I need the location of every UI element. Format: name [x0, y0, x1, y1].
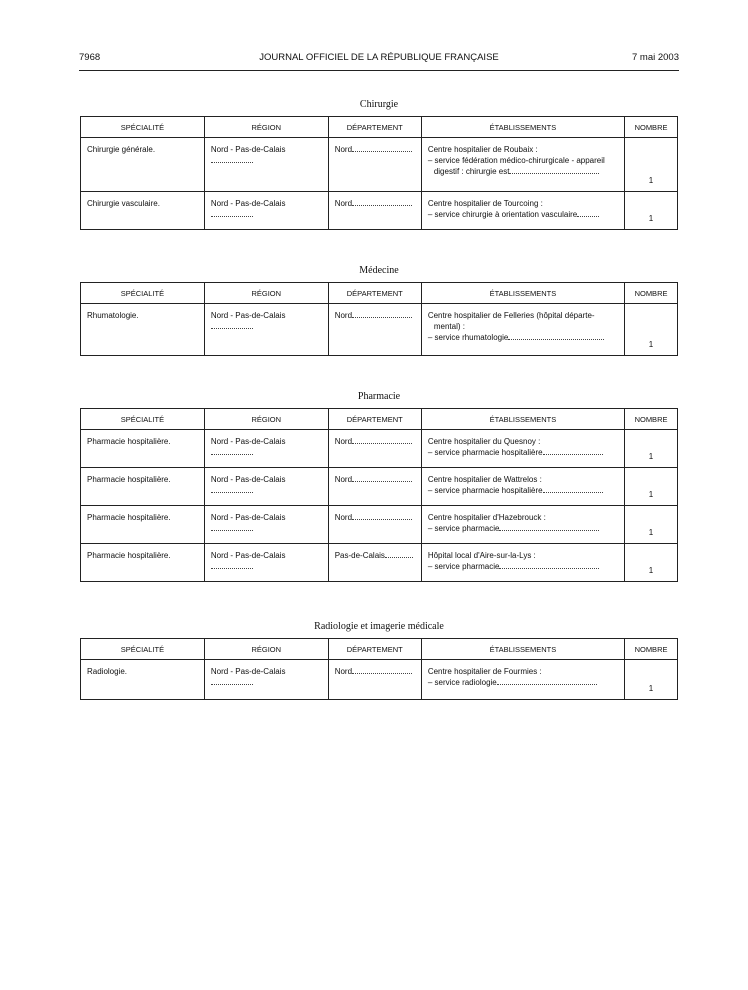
leader-dots	[352, 198, 412, 206]
cell-nombre: 1	[625, 430, 678, 468]
region-text: Nord - Pas-de-Calais	[210, 551, 286, 560]
leader-dots	[211, 321, 253, 329]
leader-dots	[543, 485, 603, 493]
cell-specialite: Pharmacie hospitalière.	[81, 544, 205, 582]
cell-specialite: Pharmacie hospitalière.	[81, 430, 205, 468]
cell-etablissement	[421, 660, 624, 700]
service-line	[428, 209, 618, 220]
col-header-region: RÉGION	[204, 639, 328, 660]
departement-text: Nord	[334, 437, 353, 446]
table-row	[81, 304, 678, 356]
cell-etablissement	[421, 138, 624, 192]
col-header-nombre: NOMBRE	[625, 409, 678, 430]
col-header-specialite: SPÉCIALITÉ	[81, 117, 205, 138]
leader-dots	[497, 677, 597, 685]
cell-region	[204, 544, 328, 582]
leader-dots	[352, 310, 412, 318]
section-title: Chirurgie	[359, 99, 399, 110]
departement-text: Nord	[334, 199, 353, 208]
service-line	[428, 523, 618, 534]
col-header-region: RÉGION	[204, 409, 328, 430]
section-title: Médecine	[359, 265, 399, 276]
page-number: 7968	[79, 52, 101, 63]
col-header-etablissements: ÉTABLISSEMENTS	[421, 283, 624, 304]
etablissement-name: Centre hospitalier de Fourmies :	[427, 667, 542, 676]
leader-dots	[211, 677, 253, 685]
cell-nombre: 1	[625, 468, 678, 506]
service-text: – service rhumatologie	[427, 333, 509, 342]
cell-etablissement	[421, 506, 624, 544]
leader-dots	[352, 474, 412, 482]
cell-etablissement	[421, 468, 624, 506]
col-header-nombre: NOMBRE	[625, 283, 678, 304]
leader-dots	[211, 155, 253, 163]
cell-nombre: 1	[625, 192, 678, 230]
section-medecine	[80, 264, 678, 356]
table-row	[81, 192, 678, 230]
region-text: Nord - Pas-de-Calais	[210, 667, 286, 676]
leader-dots	[543, 447, 603, 455]
leader-dots	[509, 166, 599, 174]
cell-nombre: 1	[625, 544, 678, 582]
cell-departement	[328, 506, 421, 544]
col-header-nombre: NOMBRE	[625, 639, 678, 660]
table-row	[81, 660, 678, 700]
departement-text: Pas-de-Calais	[334, 551, 385, 560]
cell-departement	[328, 660, 421, 700]
col-header-specialite: SPÉCIALITÉ	[81, 409, 205, 430]
cell-nombre: 1	[625, 138, 678, 192]
cell-departement	[328, 468, 421, 506]
leader-dots	[352, 436, 412, 444]
leader-dots	[211, 523, 253, 531]
col-header-specialite: SPÉCIALITÉ	[81, 639, 205, 660]
leader-dots	[211, 561, 253, 569]
cell-specialite: Pharmacie hospitalière.	[81, 506, 205, 544]
table-row	[81, 468, 678, 506]
etablissement-name: Hôpital local d'Aire-sur-la-Lys :	[427, 551, 536, 560]
leader-dots	[352, 512, 412, 520]
table-header-row	[81, 117, 678, 138]
etablissement-name: Centre hospitalier de Tourcoing :	[427, 199, 543, 208]
region-text: Nord - Pas-de-Calais	[210, 199, 286, 208]
etablissement-name: Centre hospitalier du Quesnoy :	[427, 437, 541, 446]
cell-region	[204, 138, 328, 192]
leader-dots	[352, 666, 412, 674]
col-header-departement: DÉPARTEMENT	[328, 409, 421, 430]
leader-dots	[577, 209, 599, 217]
leader-dots	[385, 550, 413, 558]
section-radiologie	[80, 620, 678, 700]
cell-region	[204, 192, 328, 230]
cell-region	[204, 660, 328, 700]
cell-departement	[328, 544, 421, 582]
departement-text: Nord	[334, 145, 353, 154]
col-header-departement: DÉPARTEMENT	[328, 283, 421, 304]
cell-region	[204, 506, 328, 544]
service-line	[428, 332, 618, 343]
page-header	[79, 52, 679, 66]
cell-departement	[328, 192, 421, 230]
cell-specialite: Radiologie.	[81, 660, 205, 700]
leader-dots	[211, 447, 253, 455]
table-row	[81, 506, 678, 544]
journal-title: JOURNAL OFFICIEL DE LA RÉPUBLIQUE FRANÇAISE	[259, 52, 499, 63]
region-text: Nord - Pas-de-Calais	[210, 145, 286, 154]
departement-text: Nord	[334, 475, 353, 484]
cell-departement	[328, 304, 421, 356]
departement-text: Nord	[334, 667, 353, 676]
service-line	[428, 677, 618, 688]
col-header-etablissements: ÉTABLISSEMENTS	[421, 117, 624, 138]
etablissement-name-continued: mental) :	[433, 322, 465, 331]
table-row	[81, 138, 678, 192]
cell-specialite: Pharmacie hospitalière.	[81, 468, 205, 506]
section-chirurgie	[80, 98, 678, 230]
leader-dots	[499, 523, 599, 531]
service-line-continued	[428, 166, 618, 177]
cell-departement	[328, 430, 421, 468]
cell-etablissement	[421, 304, 624, 356]
etablissement-name: Centre hospitalier de Roubaix :	[427, 145, 538, 154]
cell-etablissement	[421, 430, 624, 468]
service-text: – service pharmacie hospitalière	[427, 448, 543, 457]
col-header-specialite: SPÉCIALITÉ	[81, 283, 205, 304]
col-header-region: RÉGION	[204, 283, 328, 304]
departement-text: Nord	[334, 513, 353, 522]
leader-dots	[499, 561, 599, 569]
service-text: – service radiologie	[427, 678, 497, 687]
service-text: – service pharmacie	[427, 562, 500, 571]
cell-departement	[328, 138, 421, 192]
cell-region	[204, 468, 328, 506]
cell-specialite: Chirurgie vasculaire.	[81, 192, 205, 230]
cell-region	[204, 304, 328, 356]
service-line	[428, 485, 618, 496]
cell-nombre: 1	[625, 660, 678, 700]
leader-dots	[508, 332, 604, 340]
cell-region	[204, 430, 328, 468]
region-text: Nord - Pas-de-Calais	[210, 513, 286, 522]
col-header-etablissements: ÉTABLISSEMENTS	[421, 639, 624, 660]
chirurgie-table	[80, 116, 678, 230]
service-line: – service fédération médico-chirurgicale - appareil	[427, 156, 605, 165]
table-header-row	[81, 409, 678, 430]
etablissement-name: Centre hospitalier de Felleries (hôpital départe-	[427, 311, 595, 320]
table-header-row	[81, 639, 678, 660]
cell-nombre: 1	[625, 506, 678, 544]
publication-date: 7 mai 2003	[631, 52, 679, 63]
section-title: Radiologie et imagerie médicale	[314, 621, 444, 632]
region-text: Nord - Pas-de-Calais	[210, 437, 286, 446]
pharmacie-table	[80, 408, 678, 582]
col-header-departement: DÉPARTEMENT	[328, 117, 421, 138]
table-row	[81, 544, 678, 582]
header-rule	[79, 70, 679, 71]
service-text: – service chirurgie à orientation vasculaire	[427, 210, 578, 219]
section-pharmacie	[80, 390, 678, 582]
section-title: Pharmacie	[357, 391, 401, 402]
service-text: – service pharmacie hospitalière	[427, 486, 543, 495]
region-text: Nord - Pas-de-Calais	[210, 475, 286, 484]
table-header-row	[81, 283, 678, 304]
col-header-departement: DÉPARTEMENT	[328, 639, 421, 660]
col-header-etablissements: ÉTABLISSEMENTS	[421, 409, 624, 430]
region-text: Nord - Pas-de-Calais	[210, 311, 286, 320]
medecine-table	[80, 282, 678, 356]
table-row	[81, 430, 678, 468]
service-text: digestif : chirurgie est	[433, 167, 510, 176]
etablissement-name: Centre hospitalier d'Hazebrouck :	[427, 513, 546, 522]
cell-specialite: Rhumatologie.	[81, 304, 205, 356]
cell-etablissement	[421, 192, 624, 230]
leader-dots	[352, 144, 412, 152]
cell-specialite: Chirurgie générale.	[81, 138, 205, 192]
service-line	[428, 561, 618, 572]
radiologie-table	[80, 638, 678, 700]
col-header-region: RÉGION	[204, 117, 328, 138]
departement-text: Nord	[334, 311, 353, 320]
service-text: – service pharmacie	[427, 524, 500, 533]
leader-dots	[211, 209, 253, 217]
leader-dots	[211, 485, 253, 493]
col-header-nombre: NOMBRE	[625, 117, 678, 138]
cell-etablissement	[421, 544, 624, 582]
service-line	[428, 447, 618, 458]
etablissement-name: Centre hospitalier de Wattrelos :	[427, 475, 542, 484]
cell-nombre: 1	[625, 304, 678, 356]
